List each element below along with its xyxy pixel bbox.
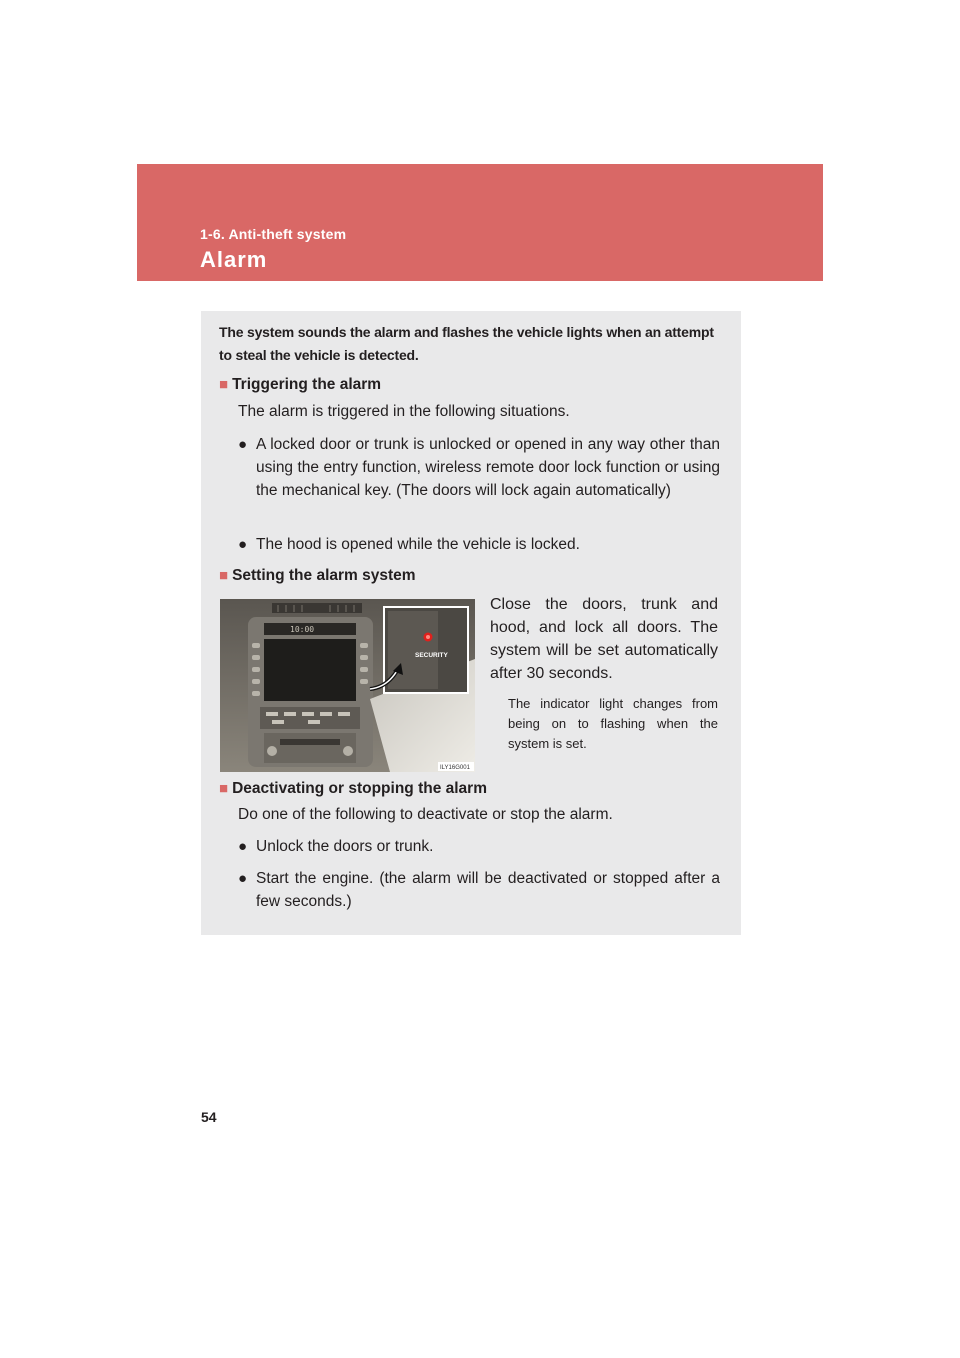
setting-instruction: Close the doors, trunk and hood, and lock all doors. The system will be set automatically after 30 seconds. [490, 596, 718, 682]
photo-code: ILY16G001 [440, 765, 470, 771]
header-band [137, 164, 823, 281]
bullet-icon: ● [238, 436, 248, 453]
content-box [201, 311, 741, 935]
setting-note: The indicator light changes from being on to flashing when the system is set. [508, 696, 718, 751]
list-item: ● Unlock the doors or trunk. [238, 835, 720, 858]
deactivating-heading: ■ Deactivating or stopping the alarm [219, 780, 487, 797]
list-item: ● The hood is opened while the vehicle is locked. [238, 533, 720, 556]
setting-heading: ■ Setting the alarm system [219, 567, 416, 584]
bullet-icon: ● [238, 838, 248, 855]
intro-text: The system sounds the alarm and flashes the vehicle lights when an attempt to steal the vehicle is detected. [219, 324, 714, 363]
square-bullet-icon: ■ [219, 567, 229, 584]
square-bullet-icon: ■ [219, 376, 229, 393]
photo-clock: 10:00 [290, 625, 315, 634]
triggering-heading: ■ Triggering the alarm [219, 376, 382, 393]
page-number: 54 [201, 1109, 217, 1125]
deactivating-lead: Do one of the following to deactivate or stop the alarm. [238, 806, 613, 823]
list-item: ● Start the engine. (the alarm will be deactivated or stopped after a few seconds.) [238, 867, 720, 913]
bullet-icon: ● [238, 536, 248, 553]
section-label: 1-6. Anti-theft system [200, 226, 347, 242]
dashboard-photo [220, 599, 475, 772]
triggering-lead: The alarm is triggered in the following situations. [238, 403, 570, 420]
photo-security-label: SECURITY [415, 652, 448, 659]
square-bullet-icon: ■ [219, 780, 229, 797]
page-title: Alarm [200, 247, 268, 272]
list-item: ● A locked door or trunk is unlocked or opened in any way other than using the entry function, wireless remote door lock function or using the mechanical key. (The doors will lock again automatically) [238, 433, 720, 502]
bullet-icon: ● [238, 870, 248, 887]
